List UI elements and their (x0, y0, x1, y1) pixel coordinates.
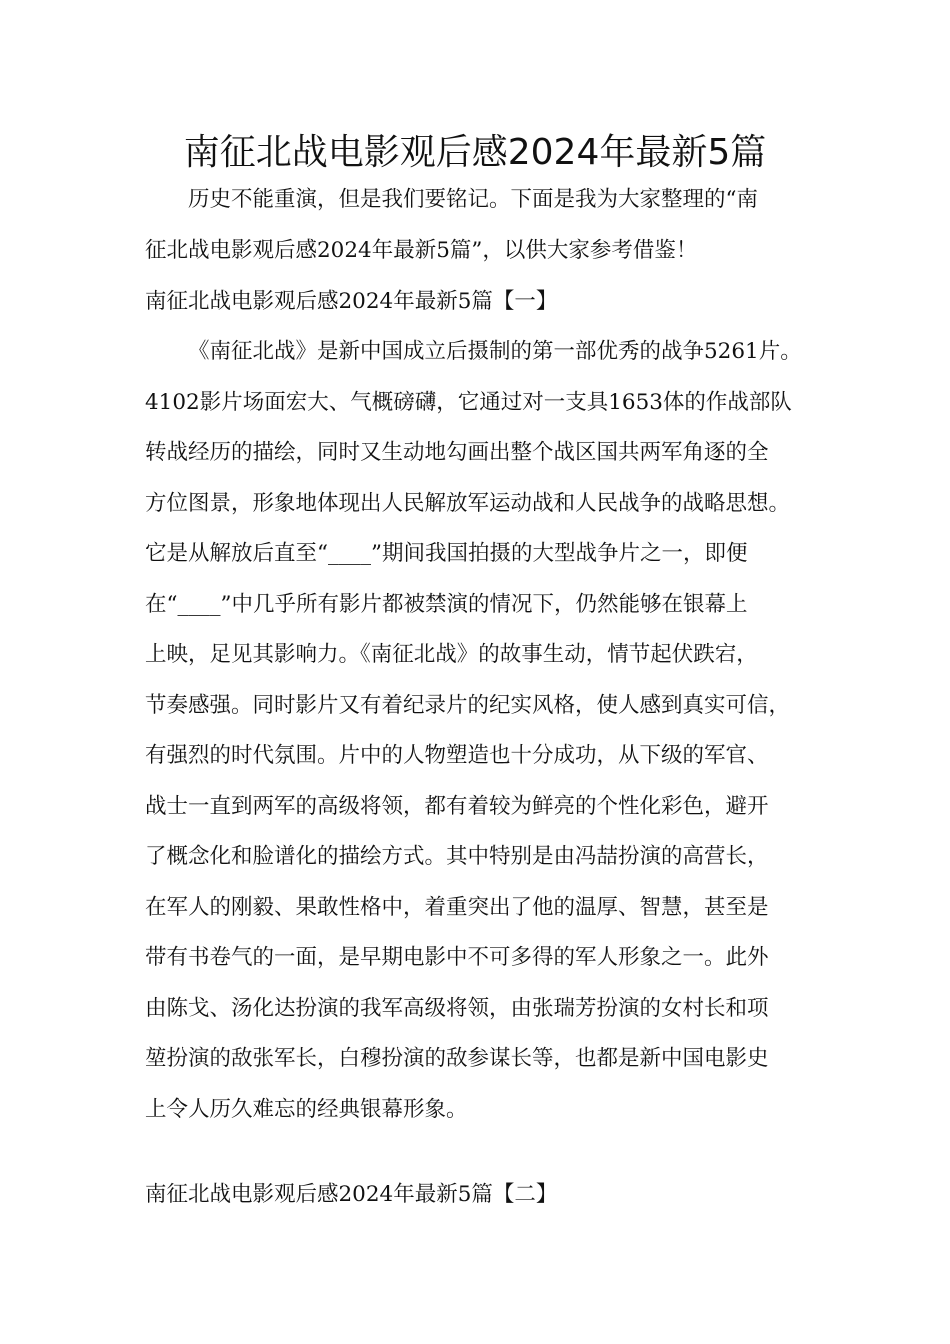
intro-paragraph (145, 175, 825, 276)
paragraph-line: 有强烈的时代氛围。片中的人物塑造也十分成功，从下级的军官、 (145, 743, 769, 768)
paragraph-line: 在军人的刚毅、果敢性格中，着重突出了他的温厚、智慧，甚至是 (145, 894, 769, 920)
paragraph-line: 上令人历久难忘的经典银幕形象。 (145, 1096, 468, 1122)
paragraph-line: 堃扮演的敌张军长，白穆扮演的敌参谋长等，也都是新中国电影史 (145, 1046, 769, 1071)
paragraph-line: 《南征北战》是新中国成立后摄制的第一部优秀的战争5261片。 (188, 339, 802, 364)
paragraph-line: 它是从解放后直至“____”期间我国拍摄的大型战争片之一，即便 (145, 541, 748, 566)
paragraph-line: 转战经历的描绘，同时又生动地勾画出整个战区国共两军角逐的全 (145, 440, 769, 465)
paragraph-line: 由陈戈、汤化达扮演的我军高级将领，由张瑞芳扮演的女村长和项 (145, 995, 769, 1021)
page-title: 南征北战电影观后感2024年最新5篇 (183, 132, 767, 173)
paragraph-line: 4102影片场面宏大、气概磅礴，它通过对一支具1653体的作战部队 (145, 389, 792, 415)
section-heading-1: 南征北战电影观后感2024年最新5篇【一】 (145, 289, 558, 314)
paragraph-line: 带有书卷气的一面，是早期电影中不可多得的军人形象之一。此外 (145, 945, 769, 970)
section-1-paragraph (145, 327, 825, 1135)
section-heading-2: 南征北战电影观后感2024年最新5篇【二】 (145, 1182, 558, 1207)
paragraph-line: 了概念化和脸谱化的描绘方式。其中特别是由冯喆扮演的高营长， (145, 844, 769, 869)
paragraph-line: 方位图景，形象地体现出人民解放军运动战和人民战争的战略思想。 (145, 490, 791, 516)
intro-line: 历史不能重演，但是我们要铭记。下面是我为大家整理的“南 (188, 187, 758, 212)
paragraph-line: 战士一直到两军的高级将领，都有着较为鲜亮的个性化彩色，避开 (145, 793, 769, 819)
intro-line: 征北战电影观后感2024年最新5篇”，以供大家参考借鉴！ (145, 237, 698, 263)
paragraph-line: 节奏感强。同时影片又有着纪录片的纪实风格，使人感到真实可信， (145, 692, 791, 718)
paragraph-line: 上映，足见其影响力。《南征北战》的故事生动，情节起伏跌宕， (145, 642, 758, 667)
paragraph-line: 在“____”中几乎所有影片都被禁演的情况下，仍然能够在银幕上 (145, 591, 748, 617)
